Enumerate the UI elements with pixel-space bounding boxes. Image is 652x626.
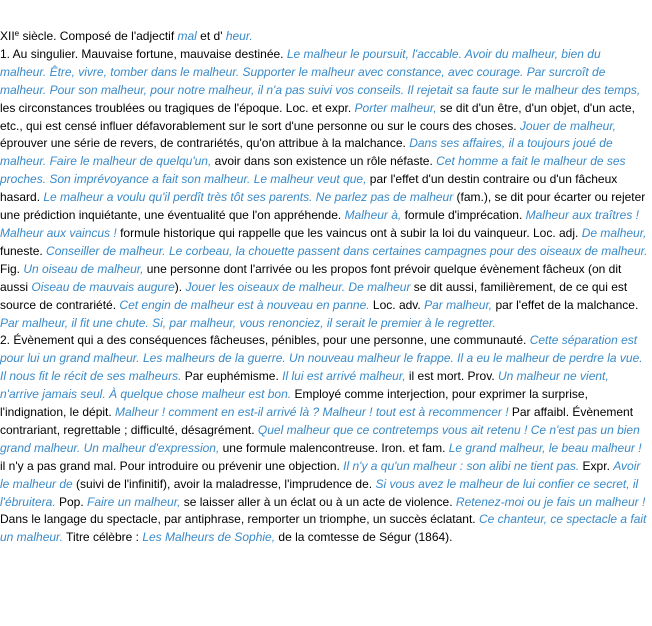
paragraph-etymology — [0, 28, 650, 46]
definition-text: formule historique qui rappelle que les vaincus ont à subir la loi du vainqueur. Loc. adj. — [116, 225, 582, 240]
example-text: Un oiseau de malheur, — [23, 261, 144, 276]
definition-text: se dit aussi, familièrement, de ce qui est source de contrariété. — [0, 279, 628, 312]
definition-text: Pop. — [55, 494, 88, 509]
definition-text: XII — [0, 29, 15, 43]
definition-text: il n'y a pas grand mal. Pour introduire ou prévenir une objection. — [0, 458, 344, 473]
example-text: Ce chanteur, ce spectacle a fait un malheur. — [0, 512, 647, 545]
definition-text: (suivi de l'infinitif), avoir la maladresse, l'imprudence de. — [72, 476, 376, 491]
definition-text: par l'effet d'un destin contraire ou d'un fâcheux hasard. — [0, 172, 618, 205]
example-text: Le grand malheur, le beau malheur ! — [448, 440, 642, 455]
example-text: Conseiller de malheur. Le corbeau, la chouette passent dans certaines campagnes pour des oiseaux de malheur. — [46, 243, 648, 258]
definition-text: Expr. — [579, 458, 614, 473]
definition-text: avoir dans son existence un rôle néfaste. — [211, 154, 437, 169]
example-text: Malheur aux traîtres ! Malheur aux vaincus ! — [0, 208, 639, 240]
example-text: Oiseau de mauvais augure — [31, 279, 175, 294]
definition-text: Par euphémisme. — [181, 369, 283, 384]
example-text: Cette séparation est pour lui un grand malheur. Les malheurs de la guerre. Un nouveau malheur le frappe. Il a eu le malheur de perdre la vue. Il nous fit le récit de ses malheurs. — [0, 333, 643, 384]
definition-text: ). — [174, 279, 186, 294]
definition-text: Dans le langage du spectacle, par antiphrase, remporter un triomphe, un succès éclatant. — [0, 512, 479, 527]
century-superscript: e — [14, 29, 20, 38]
definition-text: par l'effet de la malchance. — [492, 297, 639, 312]
example-text: heur. — [225, 29, 253, 43]
definition-text: éprouver une série de revers, de contrariétés, qu'on attribue à la malchance. — [0, 136, 410, 151]
example-text: Jouer les oiseaux de malheur. De malheur — [185, 279, 411, 294]
example-text: Jouer de malheur, — [519, 118, 616, 133]
example-text: De malheur, — [581, 225, 647, 240]
example-text: Si vous avez le malheur de lui confier ce secret, il l'ébruitera. — [0, 476, 639, 509]
definition-text: Titre célèbre : — [62, 530, 143, 545]
example-text: Porter malheur, — [354, 100, 437, 115]
example-text: Les Malheurs de Sophie, — [142, 530, 276, 545]
example-text: Il lui est arrivé malheur, — [282, 369, 406, 384]
definition-text: formule d'imprécation. — [401, 208, 526, 223]
dictionary-entry — [0, 28, 650, 547]
definition-text: 2. Évènement qui a des conséquences fâcheuses, pénibles, pour une personne, une communauté. — [0, 333, 530, 348]
definition-text: siècle. Composé de l'adjectif — [19, 29, 178, 43]
example-text: mal — [177, 29, 197, 43]
definition-text: Loc. adv. — [369, 297, 425, 312]
example-text: Par malheur, il fit une chute. Si, par malheur, vous renonciez, il serait le premier à le regretter. — [0, 315, 496, 330]
definition-text: une personne dont l'arrivée ou les propos font prévoir quelque évènement fâcheux (on dit aussi — [0, 261, 622, 294]
example-text: Il n'y a qu'un malheur : son alibi ne tient pas. — [343, 458, 580, 473]
definition-text: (fam.), se dit pour écarter ou rejeter une prédiction inquiétante, une éventualité que l'on appréhende. — [0, 190, 646, 223]
example-text: Faire un malheur, — [87, 494, 181, 509]
definition-text: les circonstances troublées ou tragiques de l'époque. Loc. et expr. — [0, 100, 355, 115]
example-text: Quel malheur que ce contretemps vous ait retenu ! Ce n'est pas un bien grand malheur. Un malheur d'expression, — [0, 422, 640, 455]
paragraph-sense-1 — [0, 46, 650, 333]
example-text: Dans ses affaires, il a toujours joué de malheur. Faire le malheur de quelqu'un, — [0, 136, 613, 169]
definition-text: et d' — [196, 29, 226, 43]
definition-text: Employé comme interjection, pour exprimer la surprise, l'indignation, le dépit. — [0, 387, 588, 420]
paragraph-sense-2 — [0, 332, 650, 547]
example-text: Par malheur, — [424, 297, 493, 312]
example-text: Cet engin de malheur est à nouveau en panne. — [119, 297, 370, 312]
definition-text: se laisser aller à un éclat ou à un acte de violence. — [180, 494, 456, 509]
definition-text: 1. Au singulier. Mauvaise fortune, mauvaise destinée. — [0, 46, 287, 61]
definition-text: une formule malencontreuse. Iron. et fam. — [219, 440, 449, 455]
example-text: Malheur à, — [344, 208, 402, 223]
definition-text: se dit d'un être, d'un objet, d'un acte, etc., qui est censé influer défavorablement sur le sort d'une personne ou sur le cours des choses. — [0, 100, 635, 133]
example-text: Avoir le malheur de — [0, 458, 641, 491]
example-text: Le malheur le poursuit, l'accable. Avoir du malheur, bien du malheur. Être, vivre, tomber dans le malheur. Supporter le malheur avec constance, avec courage. Par surcroît de malheur. Pour son malheur, pour notre malheur, il n'a pas suivi vos conseils. Il rejetait sa faute sur le malheur des temps, — [0, 46, 641, 97]
definition-text: funeste. — [0, 243, 47, 258]
example-text: Un malheur ne vient, n'arrive jamais seul. À quelque chose malheur est bon. — [0, 369, 609, 402]
definition-text: Par affaibl. Évènement contrariant, regrettable ; difficulté, désagrément. — [0, 405, 634, 437]
definition-text: il est mort. Prov. — [405, 369, 498, 384]
definition-text: Fig. — [0, 261, 24, 276]
example-text: Cet homme a fait le malheur de ses proches. Son imprévoyance a fait son malheur. Le malheur veut que, — [0, 154, 626, 187]
example-text: Le malheur a voulu qu'il perdît très tôt ses parents. Ne parlez pas de malheur — [43, 190, 454, 205]
example-text: Retenez-moi ou je fais un malheur ! — [455, 494, 646, 509]
definition-text: de la comtesse de Ségur (1864). — [275, 530, 453, 545]
example-text: Malheur ! comment en est-il arrivé là ? Malheur ! tout est à recommencer ! — [115, 405, 509, 420]
